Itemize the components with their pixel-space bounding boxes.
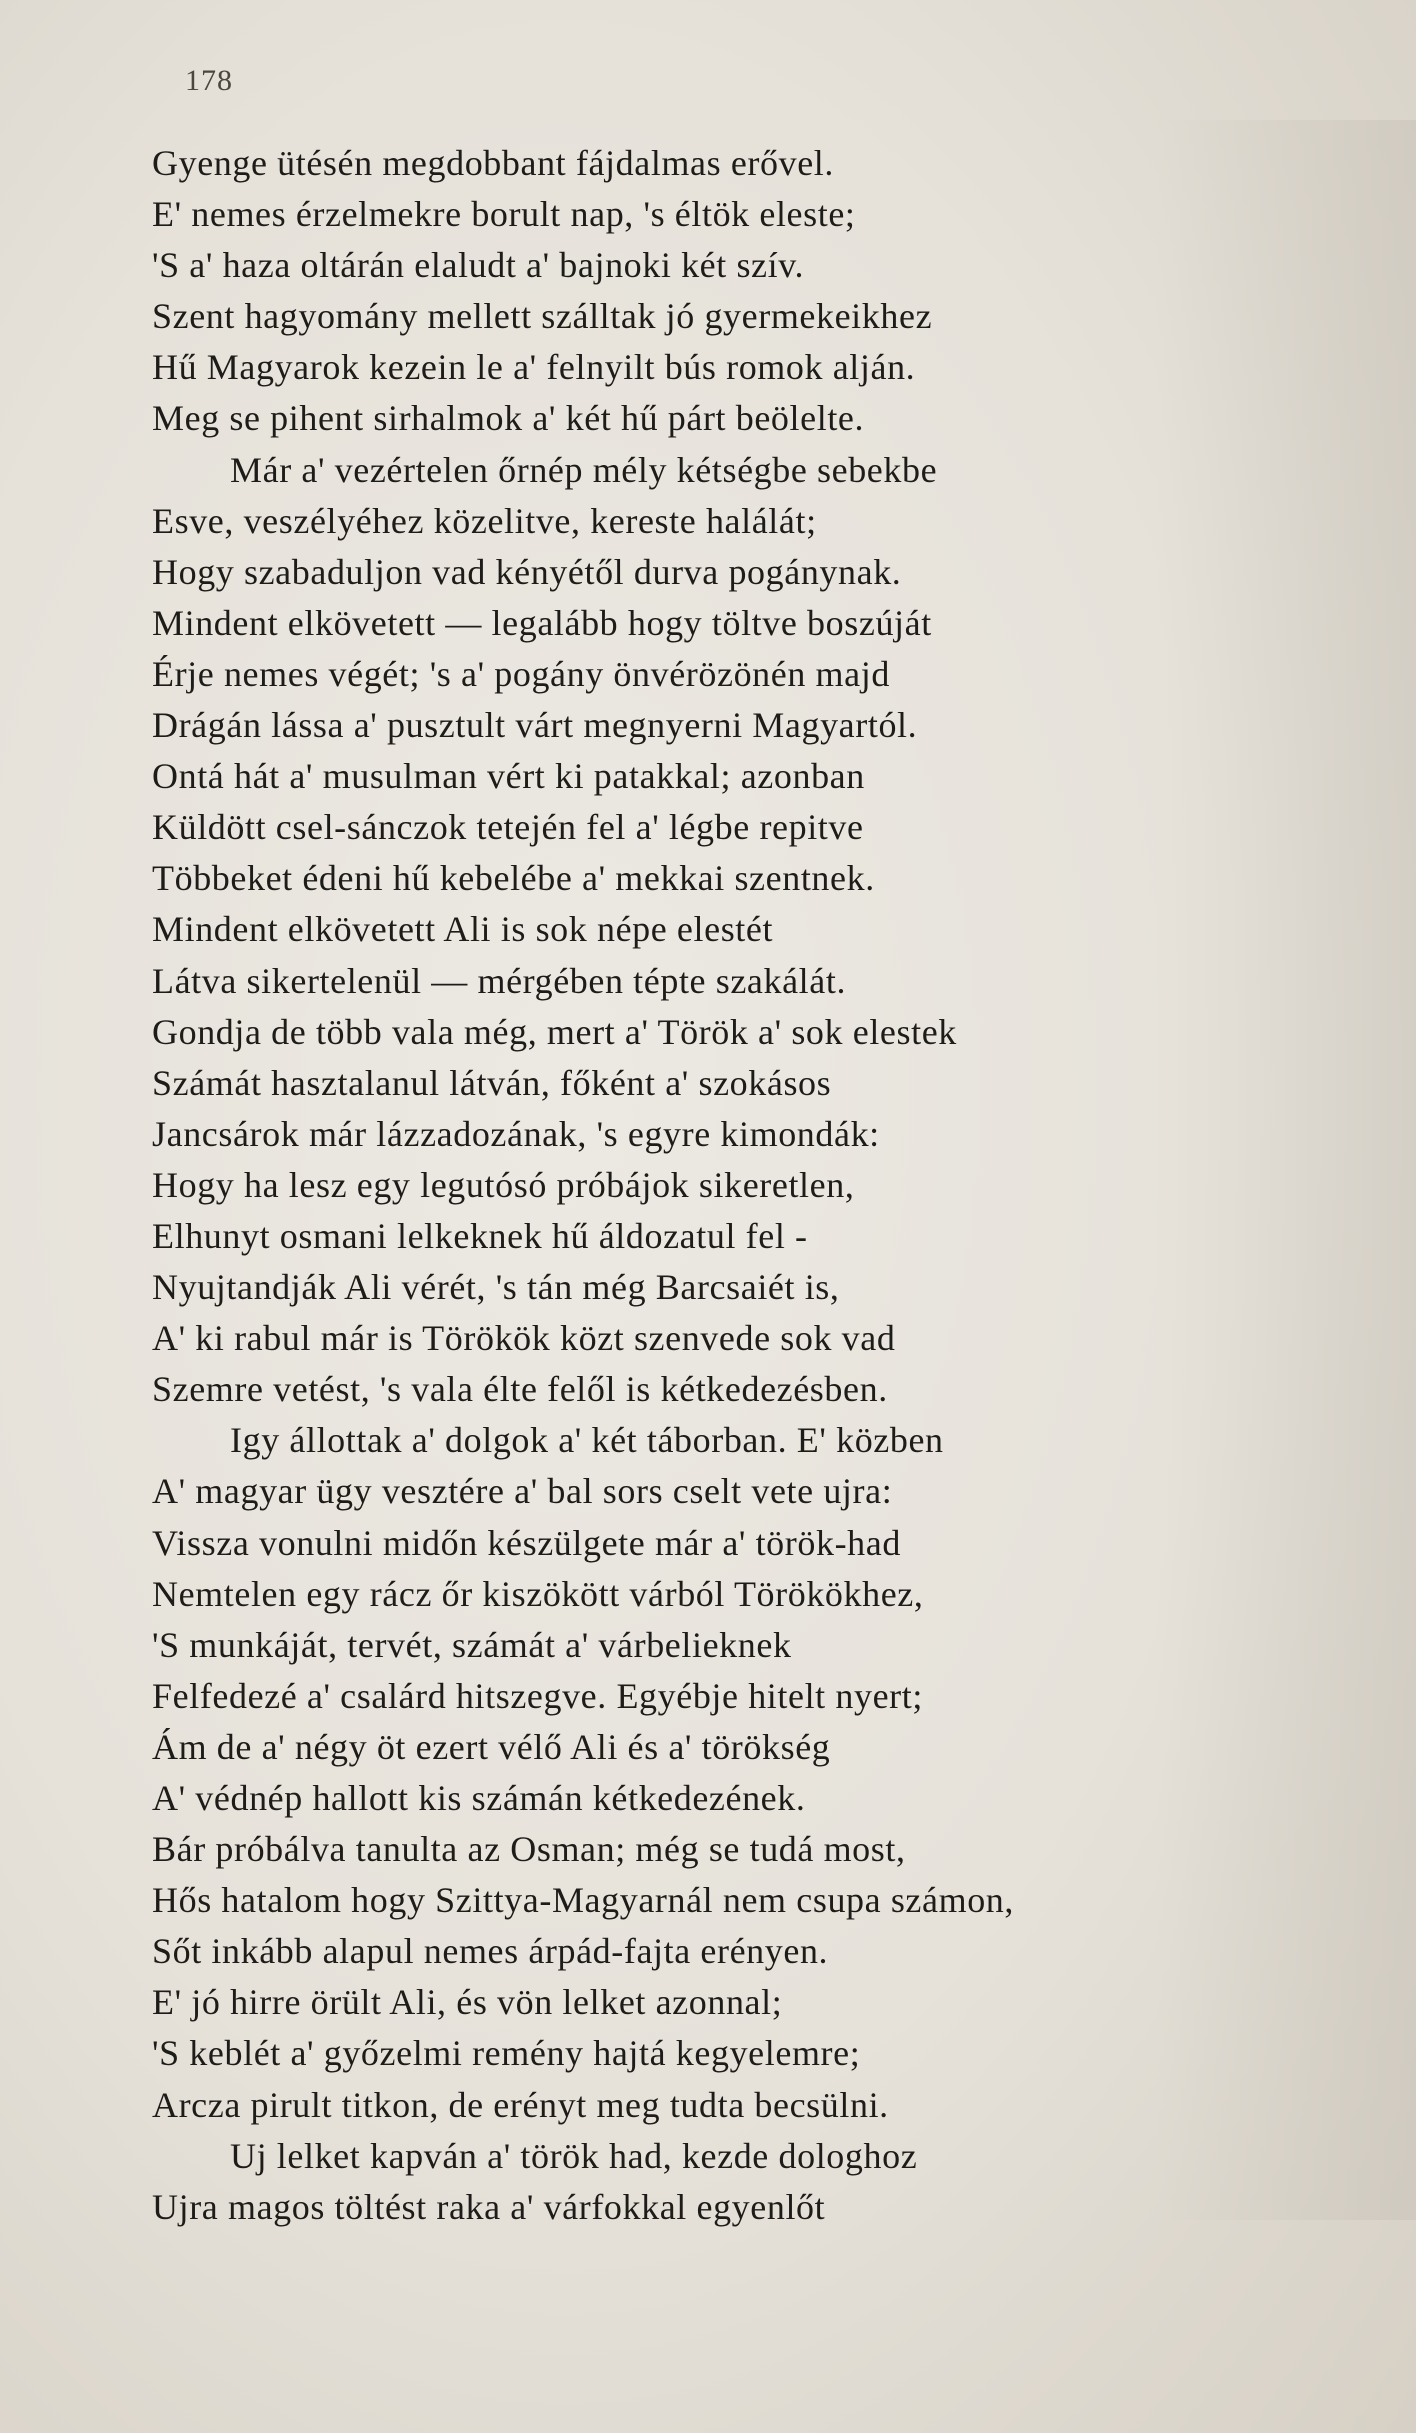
verse-line: Gondja de több vala még, mert a' Török a' sok elestek <box>152 1011 957 1052</box>
verse-line: Vissza vonulni midőn készülgete már a' török-had <box>152 1522 901 1563</box>
verse-line: A' védnép hallott kis számán kétkedezének. <box>152 1778 806 1818</box>
verse-line: Hogy szabaduljon vad kényétől durva pogánynak. <box>152 551 902 592</box>
poem-text-block <box>152 138 1212 2233</box>
verse-line: Küldött csel-sánczok tetején fel a' légbe repitve <box>152 807 864 848</box>
verse-line: Gyenge ütésén megdobbant fájdalmas erővel. <box>152 143 834 183</box>
verse-line: Meg se pihent sirhalmok a' két hű párt beölelte. <box>152 398 865 439</box>
verse-line: Nemtelen egy rácz őr kiszökött várból Törökökhez, <box>152 1573 924 1614</box>
verse-line: E' jó hirre örült Ali, és vön lelket azonnal; <box>152 1982 783 2023</box>
verse-line: 'S munkáját, tervét, számát a' várbelieknek <box>152 1624 792 1665</box>
verse-line: Nyujtandják Ali vérét, 's tán még Barcsaiét is, <box>152 1267 840 1308</box>
verse-line: E' nemes érzelmekre borult nap, 's éltök eleste; <box>152 194 856 235</box>
verse-line: Többeket édeni hű kebelébe a' mekkai szentnek. <box>152 858 875 899</box>
verse-line: Már a' vezértelen őrnép mély kétségbe sebekbe <box>230 449 938 490</box>
page-number: 178 <box>185 64 233 97</box>
verse-line: Érje nemes végét; 's a' pogány önvérözönén majd <box>152 653 890 694</box>
verse-line: Ontá hát a' musulman vért ki patakkal; azonban <box>152 756 865 797</box>
verse-line: Mindent elkövetett Ali is sok népe elestét <box>152 909 774 950</box>
verse-line: Sőt inkább alapul nemes árpád-fajta erényen. <box>152 1931 829 1972</box>
verse-line: Arcza pirult titkon, de erényt meg tudta becsülni. <box>152 2084 889 2125</box>
verse-line: Esve, veszélyéhez közelitve, kereste halálát; <box>152 500 817 541</box>
verse-line: Szemre vetést, 's vala élte felől is kétkedezésben. <box>152 1369 888 1410</box>
verse-line: Szent hagyomány mellett szálltak jó gyermekeikhez <box>152 296 933 337</box>
verse-line: 'S a' haza oltárán elaludt a' bajnoki két szív. <box>152 245 805 286</box>
verse-line: Hős hatalom hogy Szittya-Magyarnál nem csupa számon, <box>152 1880 1014 1921</box>
verse-line: Igy állottak a' dolgok a' két táborban. E' közben <box>230 1420 944 1461</box>
verse-line: Felfedezé a' csalárd hitszegve. Egyébje hitelt nyert; <box>152 1675 923 1716</box>
verse-line: Ám de a' négy öt ezert vélő Ali és a' törökség <box>152 1726 831 1767</box>
verse-line: Bár próbálva tanulta az Osman; még se tudá most, <box>152 1829 906 1870</box>
verse-line: 'S keblét a' győzelmi remény hajtá kegyelemre; <box>152 2033 861 2074</box>
verse-line: Hogy ha lesz egy legutósó próbájok sikeretlen, <box>152 1164 855 1205</box>
verse-line: Számát hasztalanul látván, főként a' szokásos <box>152 1062 832 1103</box>
verse-line: Jancsárok már lázzadozának, 's egyre kimondák: <box>152 1113 880 1154</box>
verse-line: Uj lelket kapván a' török had, kezde dologhoz <box>230 2135 918 2176</box>
verse-line: Ujra magos töltést raka a' várfokkal egyenlőt <box>152 2186 826 2227</box>
verse-line: A' ki rabul már is Törökök közt szenvede sok vad <box>152 1318 896 1359</box>
verse-line: Hű Magyarok kezein le a' felnyilt bús romok alján. <box>152 347 916 388</box>
verse-line: A' magyar ügy vesztére a' bal sors cselt vete ujra: <box>152 1471 893 1512</box>
verse-line: Látva sikertelenül — mérgében tépte szakálát. <box>152 960 847 1001</box>
verse-line: Drágán lássa a' pusztult várt megnyerni Magyartól. <box>152 705 918 746</box>
verse-line: Elhunyt osmani lelkeknek hű áldozatul fel - <box>152 1215 808 1256</box>
verse-line: Mindent elkövetett — legalább hogy töltve boszúját <box>152 602 932 643</box>
